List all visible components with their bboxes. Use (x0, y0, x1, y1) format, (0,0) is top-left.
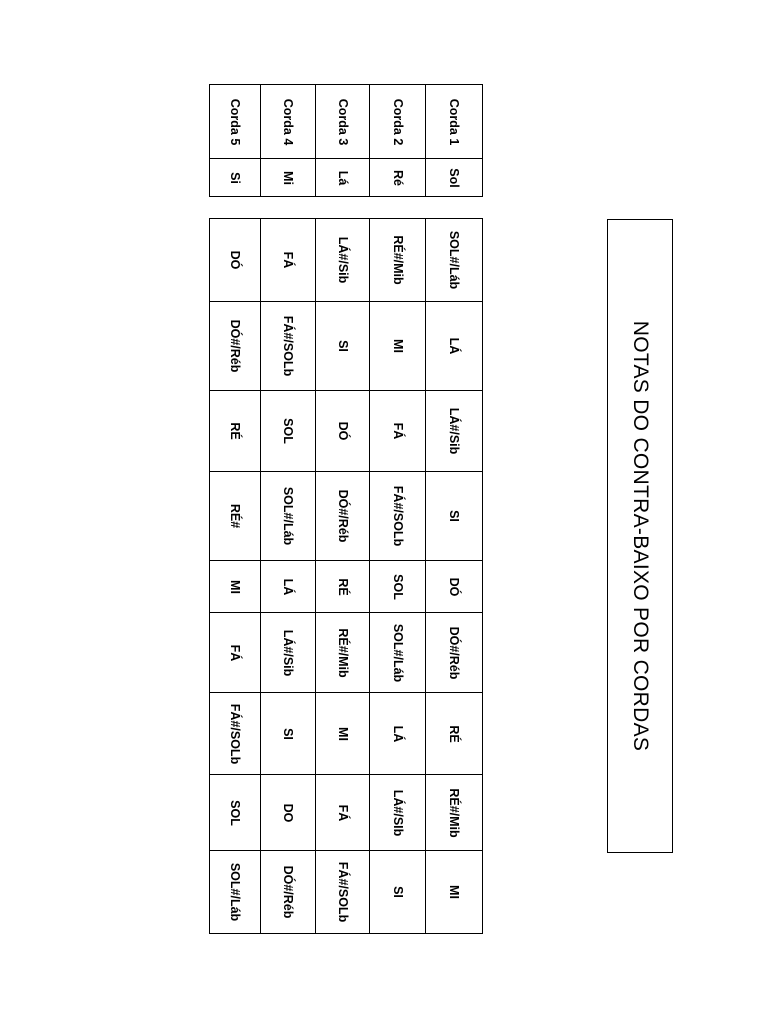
note-cell (210, 472, 261, 561)
note-label: DÓ#/Réb (335, 489, 350, 543)
note-label: FÁ (281, 251, 295, 269)
note-label: RÉ#/Mib (447, 787, 461, 838)
note-cell (426, 775, 483, 851)
note-label: FÁ (335, 804, 350, 821)
note-label: FÁ#/SOLb (335, 861, 350, 923)
string-name: Corda 5 (228, 98, 242, 145)
note-label: SI (390, 886, 405, 898)
string-open-cell (316, 159, 370, 197)
fret-row (210, 219, 483, 302)
string-name-cell (261, 85, 316, 159)
note-cell (426, 219, 483, 302)
note-cell (210, 302, 261, 391)
string-open-note: Lá (335, 170, 350, 185)
strings-name-row (210, 85, 483, 159)
string-name: Corda 4 (281, 98, 295, 145)
note-label: LÁ#/Sib (281, 629, 295, 676)
fret-row (210, 561, 483, 613)
note-label: MI (228, 579, 242, 594)
note-label: LÁ#/SIb (390, 789, 405, 836)
note-cell (370, 561, 426, 613)
note-label: RÉ# (228, 503, 242, 529)
note-label: LÁ#/Sib (447, 407, 461, 455)
note-label: DÓ#/Réb (281, 865, 295, 919)
string-name-cell (426, 85, 483, 159)
note-label: DO (281, 803, 295, 822)
fret-row (210, 613, 483, 693)
fret-row (210, 302, 483, 391)
note-cell (316, 391, 370, 472)
note-label: MI (390, 339, 405, 353)
notes-table (209, 218, 483, 934)
note-label: LÁ (390, 725, 405, 742)
note-cell (370, 693, 426, 775)
note-cell (316, 693, 370, 775)
string-open-cell (426, 159, 483, 197)
note-cell (316, 775, 370, 851)
note-label: SOL#/Láb (447, 230, 461, 290)
note-cell (370, 472, 426, 561)
note-cell (370, 613, 426, 693)
note-cell (370, 302, 426, 391)
note-cell (261, 561, 316, 613)
note-cell (210, 693, 261, 775)
string-open-note: Mi (281, 170, 295, 185)
note-cell (210, 613, 261, 693)
note-cell (426, 613, 483, 693)
note-label: DÓ#/Réb (228, 319, 242, 373)
string-name: Corda 3 (335, 98, 350, 145)
title-box (607, 219, 673, 853)
note-cell (370, 219, 426, 302)
strings-table (209, 84, 483, 197)
note-label: MI (447, 885, 461, 899)
fret-row (210, 851, 483, 934)
string-open-cell (370, 159, 426, 197)
note-cell (316, 851, 370, 934)
string-open-note: Ré (390, 169, 405, 186)
note-cell (426, 851, 483, 934)
note-cell (370, 391, 426, 472)
strings-open-row (210, 159, 483, 197)
string-open-note: Si (228, 171, 242, 184)
note-label: RÉ (447, 724, 461, 743)
note-cell (426, 693, 483, 775)
note-cell (316, 219, 370, 302)
note-label: DÓ#/Réb (447, 626, 461, 679)
note-label: SI (335, 340, 350, 352)
note-cell (210, 561, 261, 613)
fret-row (210, 693, 483, 775)
note-label: SOL (390, 573, 405, 600)
note-label: SOL#/Láb (281, 486, 295, 546)
note-cell (261, 219, 316, 302)
note-cell (426, 472, 483, 561)
note-label: DÓ (335, 421, 350, 441)
note-cell (426, 561, 483, 613)
note-cell (261, 302, 316, 391)
note-cell (426, 391, 483, 472)
string-name-cell (210, 85, 261, 159)
note-cell (261, 613, 316, 693)
string-name: Corda 1 (447, 98, 461, 145)
note-cell (261, 391, 316, 472)
string-name: Corda 2 (390, 98, 405, 145)
note-cell (370, 851, 426, 934)
note-cell (316, 302, 370, 391)
fret-row (210, 472, 483, 561)
string-name-cell (370, 85, 426, 159)
page-title: NOTAS DO CONTRA-BAIXO POR CORDAS (629, 320, 652, 752)
note-cell (426, 302, 483, 391)
note-label: LÁ#/Sib (335, 236, 350, 284)
note-cell (210, 775, 261, 851)
note-label: LÁ (281, 578, 295, 595)
string-open-cell (261, 159, 316, 197)
note-label: SOL (281, 418, 295, 444)
note-label: DÓ (228, 250, 242, 270)
note-label: FÁ (390, 422, 405, 440)
note-label: FÁ#/SOLb (281, 315, 295, 377)
note-label: SOL (228, 799, 242, 826)
note-cell (370, 775, 426, 851)
note-cell (210, 851, 261, 934)
note-label: SOL#/Láb (228, 862, 242, 922)
note-cell (261, 693, 316, 775)
note-cell (316, 561, 370, 613)
note-label: FÁ#/SOLb (228, 703, 242, 764)
note-label: FÁ (228, 644, 242, 661)
note-cell (261, 851, 316, 934)
note-cell (261, 472, 316, 561)
note-label: MI (335, 726, 350, 741)
fret-row (210, 391, 483, 472)
note-label: RÉ (335, 577, 350, 596)
note-label: DÓ (447, 577, 461, 596)
note-cell (210, 391, 261, 472)
note-cell (210, 219, 261, 302)
note-cell (261, 775, 316, 851)
note-label: LÁ (447, 337, 461, 355)
note-label: SI (281, 727, 295, 740)
note-label: FÁ#/SOLb (390, 485, 405, 547)
note-label: RÉ#/Mib (335, 627, 350, 678)
note-label: RÉ#/Mib (390, 235, 405, 285)
fret-row (210, 775, 483, 851)
string-open-cell (210, 159, 261, 197)
note-cell (316, 472, 370, 561)
note-label: SI (447, 510, 461, 522)
note-cell (316, 613, 370, 693)
note-label: SOL#/Láb (390, 623, 405, 682)
string-open-note: Sol (447, 167, 461, 188)
string-name-cell (316, 85, 370, 159)
note-label: RÉ (228, 422, 242, 440)
